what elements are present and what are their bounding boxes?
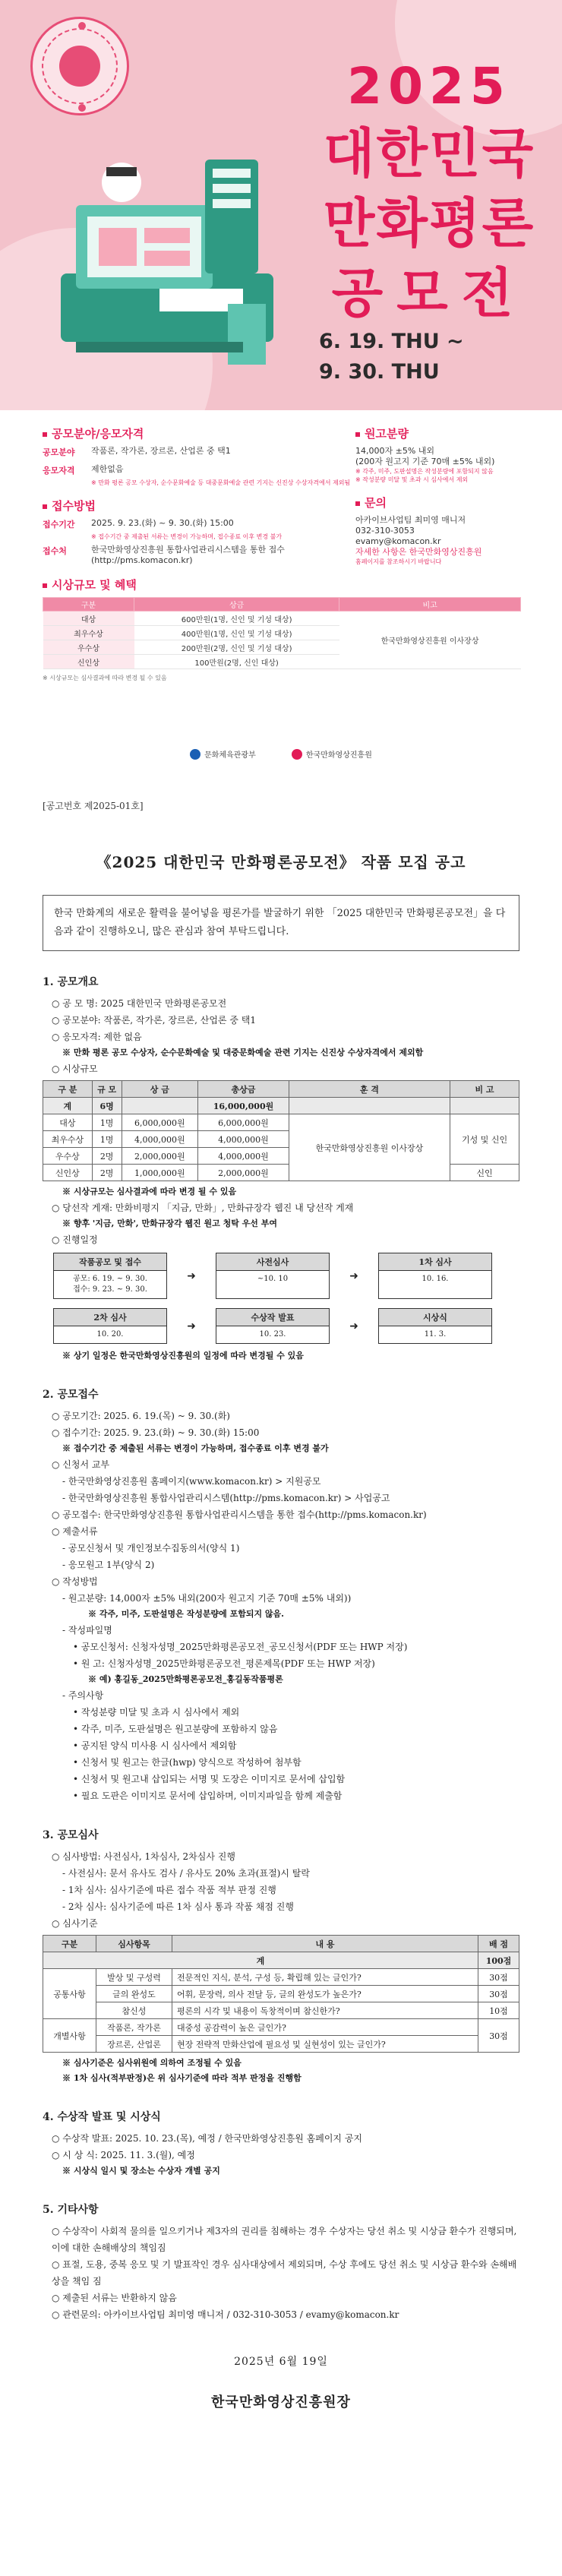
- contest-seal: [30, 17, 129, 115]
- step-title: 1차 심사: [379, 1253, 491, 1271]
- cell: 신인상: [43, 1165, 93, 1181]
- poster: [0, 0, 562, 782]
- announcement: [0, 782, 562, 2442]
- contact-more: 자세한 사항은 한국만화영상진흥원: [355, 547, 482, 557]
- list-item: - 원고분량: 14,000자 ±5% 내외(200자 원고지 기준 70매 ±5% 내외)): [62, 1593, 352, 1604]
- list-item: - 1차 심사: 심사기준에 따른 접수 작품 적부 판정 진행: [62, 1885, 276, 1895]
- cell: 6,000,000원: [122, 1114, 198, 1131]
- schedule-row-2: [53, 1308, 519, 1344]
- doc-title: 《2025 대한민국 만화평론공모전》 작품 모집 공고: [96, 853, 466, 871]
- manuscript-value: 14,000자 ±5% 내외: [355, 446, 435, 456]
- cell: 현장 전략적 만화산업에 필요성 및 실현성이 있는 글인가?: [172, 2036, 478, 2053]
- list-item: ○ 표절, 도용, 중복 응모 및 기 발표작인 경우 심사대상에서 제외되며, 수상 후에도 당선 취소 및 시상금 환수와 손해배상을 책임 짐: [52, 2259, 517, 2287]
- poster-title-line2: 만화평론: [323, 192, 535, 254]
- submit-heading: 접수방법: [43, 498, 362, 514]
- cell: 1,000,000원: [122, 1165, 198, 1181]
- eligibility-value: 제한없음: [91, 464, 124, 474]
- cell: [289, 1098, 450, 1114]
- schedule-step: [216, 1253, 330, 1299]
- cell: 대상: [43, 1114, 93, 1131]
- list-item: ○ 심사방법: 사전심사, 1차심사, 2차심사 진행: [52, 1851, 235, 1862]
- list-item: - 응모원고 1부(양식 2): [62, 1560, 155, 1570]
- step-date: 10. 16.: [422, 1275, 449, 1283]
- place-value: 한국만화영상진흥원 통합사업관리시스템을 통한 접수: [91, 545, 285, 555]
- section2-title: 2. 공모접수: [43, 1389, 99, 1401]
- cell: 최우수상: [43, 1131, 93, 1148]
- list-item: - 주의사항: [62, 1690, 104, 1701]
- mcst-logo: [190, 748, 256, 760]
- prize-amount: 200만원(2명, 신인 및 기성 대상): [134, 640, 339, 655]
- table-row: [43, 1986, 519, 2002]
- col-header: 심사항목: [96, 1936, 172, 1952]
- list-item: ○ 공 모 명: 2025 대한민국 만화평론공모전: [52, 998, 227, 1009]
- list-item: ○ 수상작 발표: 2025. 10. 23.(목), 예정 / 한국만화영상진흥원 홈페이지 공지: [52, 2133, 363, 2144]
- contact-email[interactable]: evamy@komacon.kr: [355, 536, 441, 546]
- list-item: • 작성분량 미달 및 초과 시 심사에서 제외: [73, 1707, 240, 1718]
- table-row: [43, 2002, 519, 2019]
- section1-title: 1. 공모개요: [43, 976, 99, 988]
- cell: 10점: [478, 2002, 519, 2019]
- criteria-table: [43, 1935, 519, 2053]
- poster-info-right: [355, 425, 538, 566]
- cell: 6,000,000원: [198, 1114, 289, 1131]
- cell: 2명: [92, 1148, 122, 1165]
- cell: 우수상: [43, 1148, 93, 1165]
- cell: 30점: [478, 1969, 519, 1986]
- period-label: 접수기간: [43, 520, 75, 529]
- contact-heading: 문의: [355, 495, 538, 510]
- prize-rank: 신인상: [43, 655, 134, 669]
- prize-rank: 최우수상: [43, 626, 134, 640]
- list-item: ○ 시 상 식: 2025. 11. 3.(월), 예정: [52, 2150, 195, 2160]
- cell: [122, 1098, 198, 1114]
- list-item: ○ 신청서 교부: [52, 1459, 110, 1470]
- poster-dates: [319, 327, 547, 387]
- cell: 공통사항: [43, 1969, 96, 2019]
- poster-date-start: 6. 19. THU ~: [319, 330, 464, 353]
- list-item: • 원 고: 신청자성명_2025만화평론공모전_평론제목(PDF 또는 HWP 저장): [73, 1658, 375, 1669]
- arrow-right-icon: ➜: [187, 1320, 196, 1332]
- field-value: 작품론, 작가론, 장르론, 산업론 중 택1: [91, 446, 231, 456]
- list-item: - 작성파일명: [62, 1625, 112, 1636]
- cell: 1명: [92, 1114, 122, 1131]
- flow-note: ※ 상기 일정은 한국만화영상진흥원의 일정에 따라 변경될 수 있음: [62, 1351, 304, 1361]
- doc-date: 2025년 6월 19일: [234, 2356, 328, 2368]
- step-title: 2차 심사: [54, 1309, 166, 1326]
- logos: [0, 748, 562, 762]
- prize-amount: 600만원(1명, 신인 및 기성 대상): [134, 612, 339, 626]
- list-item: ○ 공모분야: 작품론, 작가론, 장르론, 산업론 중 택1: [52, 1015, 256, 1026]
- step-date: ~10. 10: [257, 1275, 289, 1283]
- note: ※ 예) 홍길동_2025만화평론공모전_홍길동작품평론: [88, 1674, 283, 1684]
- list-item: ○ 공모접수: 한국만화영상진흥원 통합사업관리시스템을 통한 접수(http://pms.komacon.kr): [52, 1509, 427, 1520]
- cell: 어휘, 문장력, 의사 전달 등, 글의 완성도가 높은가?: [172, 1986, 478, 2002]
- illustration: [30, 114, 304, 387]
- komacon-logo-text: 한국만화영상진흥원: [305, 751, 372, 760]
- schedule-step: [216, 1308, 330, 1344]
- prize-heading: 시상규모 및 혜택: [43, 577, 362, 593]
- list-item: ○ 당선작 게재: 만화비평지 「지금, 만화」, 만화규장각 웹진 내 당선작 게재: [52, 1203, 354, 1213]
- step-date: 접수: 9. 23. ~ 9. 30.: [73, 1285, 147, 1294]
- col-header: 비 고: [450, 1081, 519, 1098]
- section5-title: 5. 기타사항: [43, 2204, 99, 2216]
- cell: 2,000,000원: [122, 1148, 198, 1165]
- eligibility-note: ※ 만화 평론 공모 수상자, 순수문화예술 등 대중문화예술 관련 기지는 신진상 수상자격에서 제외됨: [91, 479, 351, 486]
- schedule-step: [378, 1253, 492, 1299]
- list-item: - 공모신청서 및 개인정보수집동의서(양식 1): [62, 1543, 240, 1554]
- section2-body: [43, 1408, 519, 1804]
- cell: 한국만화영상진흥원 이사장상: [289, 1114, 450, 1181]
- cell: 평론의 시각 및 내용이 독창적이며 참신한가?: [172, 2002, 478, 2019]
- col-header: 내 용: [172, 1936, 478, 1952]
- col-header: 배 점: [478, 1936, 519, 1952]
- col-header: 상 금: [122, 1081, 198, 1098]
- cell: 신인: [450, 1165, 519, 1181]
- list-item: ○ 작성방법: [52, 1576, 98, 1587]
- cell: 2명: [92, 1165, 122, 1181]
- s1-after-note: ※ 시상규모는 심사결과에 따라 변경 될 수 있음: [62, 1187, 237, 1196]
- table-row: [43, 2019, 519, 2036]
- prize-amount: 100만원(2명, 신인 대상): [134, 655, 339, 669]
- step-date: 공모: 6. 19. ~ 9. 30.: [73, 1275, 147, 1283]
- list-item: ○ 제출된 서류는 반환하지 않음: [52, 2293, 177, 2303]
- schedule-step: [53, 1253, 167, 1299]
- cell: 개별사항: [43, 2019, 96, 2053]
- list-item: • 신청서 및 원고내 삽입되는 서명 및 도장은 이미지로 문서에 삽입함: [73, 1774, 346, 1784]
- poster-title-line3: 공모전: [331, 262, 527, 324]
- period-note: ※ 접수기간 중 제출된 서류는 변경이 가능하며, 접수종료 이후 변경 불가: [91, 533, 283, 540]
- step-date: 11. 3.: [424, 1330, 447, 1339]
- mcst-mark-icon: [190, 749, 200, 760]
- list-item: ○ 진행일정: [52, 1234, 98, 1245]
- prize-col-note: 비고: [339, 598, 521, 612]
- manuscript-heading: 원고분량: [355, 425, 538, 441]
- poster-info: [0, 410, 562, 782]
- cell: 1명: [92, 1131, 122, 1148]
- section4-title: 4. 수상작 발표 및 시상식: [43, 2111, 161, 2123]
- col-header: 규 모: [92, 1081, 122, 1098]
- table-row: [43, 1098, 519, 1114]
- list-item: ○ 접수기간: 2025. 9. 23.(화) ~ 9. 30.(화) 15:00: [52, 1427, 260, 1438]
- manuscript-value2: (200자 원고지 기준 70매 ±5% 내외): [355, 457, 495, 466]
- cell: 발상 및 구성력: [96, 1969, 172, 1986]
- prize-table: [43, 1080, 519, 1181]
- cell: 전문적인 지식, 분석, 구성 등, 확립해 있는 글인가?: [172, 1969, 478, 1986]
- s3-note: ※ 1차 심사(적부판정)은 위 심사기준에 따라 적부 판정을 진행함: [62, 2073, 302, 2083]
- contact-more2: 홈페이지를 참조하시기 바랍니다: [355, 558, 442, 565]
- poster-date-end: 9. 30. THU: [319, 360, 440, 384]
- cell: 참신성: [96, 2002, 172, 2019]
- step-title: 사전심사: [216, 1253, 329, 1271]
- list-item: - 2차 심사: 심사기준에 따른 1차 심사 통과 작품 채점 진행: [62, 1901, 294, 1912]
- s4-note: ※ 시상식 일시 및 장소는 수상자 개별 공지: [62, 2166, 220, 2176]
- cell: 6명: [92, 1098, 122, 1114]
- place-label: 접수처: [43, 546, 67, 556]
- list-item: • 신청서 및 원고는 한글(hwp) 양식으로 작성하여 첨부함: [73, 1757, 302, 1768]
- cell: 100점: [478, 1952, 519, 1969]
- poster-title-line1: 대한민국: [323, 122, 535, 185]
- doc-signer: 한국만화영상진흥원장: [211, 2394, 351, 2410]
- schedule-row-1: [53, 1253, 519, 1299]
- prize-rank: 우수상: [43, 640, 134, 655]
- prize-intro: ○ 시상규모: [52, 1064, 98, 1074]
- eligibility-label: 응모자격: [43, 466, 75, 476]
- prize-col-rank: 구분: [43, 598, 134, 612]
- list-item: • 각주, 미주, 도판설명은 원고분량에 포함하지 않음: [73, 1724, 278, 1734]
- list-item: - 한국만화영상진흥원 통합사업관리시스템(http://pms.komacon.kr) > 사업공고: [62, 1493, 390, 1503]
- prize-footnote: ※ 시상규모는 심사결과에 따라 변경 될 수 있음: [43, 675, 167, 681]
- poster-hero: [0, 0, 562, 410]
- place-url[interactable]: (http://pms.komacon.kr): [91, 555, 193, 565]
- cell: 30점: [478, 2019, 519, 2053]
- cell: [450, 1098, 519, 1114]
- list-item: • 공모신청서: 신청자성명_2025만화평론공모전_공모신청서(PDF 또는 HWP 저장): [73, 1642, 408, 1652]
- manuscript-note2: ※ 작성분량 미달 및 초과 시 심사에서 제외: [355, 476, 469, 483]
- period-value: 2025. 9. 23.(화) ~ 9. 30.(화) 15:00: [91, 518, 234, 528]
- list-item: ○ 심사기준: [52, 1918, 98, 1929]
- contact-phone: 032-310-3053: [355, 526, 415, 536]
- arrow-right-icon: ➜: [187, 1269, 196, 1282]
- step-date: 10. 20.: [96, 1330, 124, 1339]
- list-item: • 필요 도판은 이미지로 문서에 삽입하며, 이미지파일을 함께 제출함: [73, 1791, 343, 1801]
- note: ※ 각주, 미주, 도판설명은 작성분량에 포함되지 않음.: [88, 1609, 284, 1619]
- komacon-logo: [292, 748, 372, 760]
- list-item: • 공지된 양식 미사용 시 심사에서 제외함: [73, 1740, 237, 1751]
- list-item: - 사전심사: 문서 유사도 검사 / 유사도 20% 초과(표절)시 탈락: [62, 1868, 310, 1879]
- col-header: 훈 격: [289, 1081, 450, 1098]
- cell: 계: [43, 1098, 93, 1114]
- manuscript-note: ※ 각주, 미주, 도판설명은 작성분량에 포함되지 않음: [355, 468, 494, 475]
- doc-number: [공고번호 제2025-01호]: [43, 801, 144, 811]
- cell: 장르론, 산업론: [96, 2036, 172, 2053]
- step-date: 10. 23.: [259, 1330, 286, 1339]
- cell: 작품론, 작가론: [96, 2019, 172, 2036]
- list-item: - 한국만화영상진흥원 홈페이지(www.komacon.kr) > 지원공모: [62, 1476, 321, 1487]
- poster-year: 2025: [347, 57, 511, 115]
- prize-col-amount: 상금: [134, 598, 339, 612]
- cell: 기성 및 신인: [450, 1114, 519, 1165]
- contact-name: 아카이브사업팀 최미영 매니저: [355, 515, 466, 525]
- schedule-step: [378, 1308, 492, 1344]
- list-item: ○ 공모기간: 2025. 6. 19.(목) ~ 9. 30.(화): [52, 1411, 230, 1421]
- field-heading: 공모분야/응모자격: [43, 425, 362, 441]
- cell: 글의 완성도: [96, 1986, 172, 2002]
- list-item: ○ 수상작이 사회적 물의를 일으키거나 제3자의 권리를 침해하는 경우 수상자는 당선 취소 및 시상금 환수가 진행되며, 이에 대한 손해배상의 책임짐: [52, 2226, 517, 2253]
- col-header: 구분: [43, 1936, 96, 1952]
- field-label: 공모분야: [43, 447, 75, 457]
- arrow-right-icon: ➜: [349, 1320, 358, 1332]
- mcst-logo-text: 문화체육관광부: [204, 751, 256, 760]
- list-item: ○ 제출서류: [52, 1526, 98, 1537]
- section3-title: 3. 공모심사: [43, 1829, 99, 1841]
- table-row: [43, 2036, 519, 2053]
- s1-after-note: ※ 향후 '지금, 만화', 만화규장각 웹진 원고 청탁 우선 부여: [62, 1218, 278, 1228]
- step-title: 시상식: [379, 1309, 491, 1326]
- note: ※ 접수기간 중 제출된 서류는 변경이 가능하며, 접수종료 이후 변경 불가: [62, 1443, 329, 1453]
- list-item: ○ 관련문의: 아카이브사업팀 최미영 매니저 / 032-310-3053 / evamy@komacon.kr: [52, 2309, 399, 2320]
- step-title: 작품공모 및 접수: [54, 1253, 166, 1271]
- cell: 4,000,000원: [198, 1148, 289, 1165]
- table-row: [43, 1114, 519, 1131]
- komacon-mark-icon: [292, 749, 302, 760]
- table-row: [43, 612, 521, 626]
- cell: 4,000,000원: [198, 1131, 289, 1148]
- arrow-right-icon: ➜: [349, 1269, 358, 1282]
- poster-prize-table: [43, 597, 521, 669]
- step-title: 수상작 발표: [216, 1309, 329, 1326]
- table-row: [43, 1952, 519, 1969]
- cell: 30점: [478, 1986, 519, 2002]
- prize-note: 한국만화영상진흥원 이사장상: [339, 612, 521, 669]
- prize-amount: 400만원(1명, 신인 및 기성 대상): [134, 626, 339, 640]
- col-header: 총상금: [198, 1081, 289, 1098]
- cell: 2,000,000원: [198, 1165, 289, 1181]
- s3-note: ※ 심사기준은 심사위원에 의하여 조정될 수 있음: [62, 2058, 242, 2068]
- cell: 계: [43, 1952, 478, 1969]
- schedule-step: [53, 1308, 167, 1344]
- doc-intro: 한국 만화계의 새로운 활력을 불어넣을 평론가를 발굴하기 위한 「2025 대한민국 만화평론공모전」을 다음과 같이 진행하오니, 많은 관심과 참여 부탁드립니다.: [43, 895, 519, 951]
- col-header: 구 분: [43, 1081, 93, 1098]
- cell: 16,000,000원: [198, 1098, 289, 1114]
- s1-note: ※ 만화 평론 공모 수상자, 순수문화예술 및 대중문화예술 관련 기지는 신진상 수상자격에서 제외함: [62, 1048, 424, 1057]
- list-item: ○ 응모자격: 제한 없음: [52, 1032, 142, 1042]
- cell: 대중성 공감력이 높은 글인가?: [172, 2019, 478, 2036]
- prize-rank: 대상: [43, 612, 134, 626]
- cell: 4,000,000원: [122, 1131, 198, 1148]
- table-row: [43, 1969, 519, 1986]
